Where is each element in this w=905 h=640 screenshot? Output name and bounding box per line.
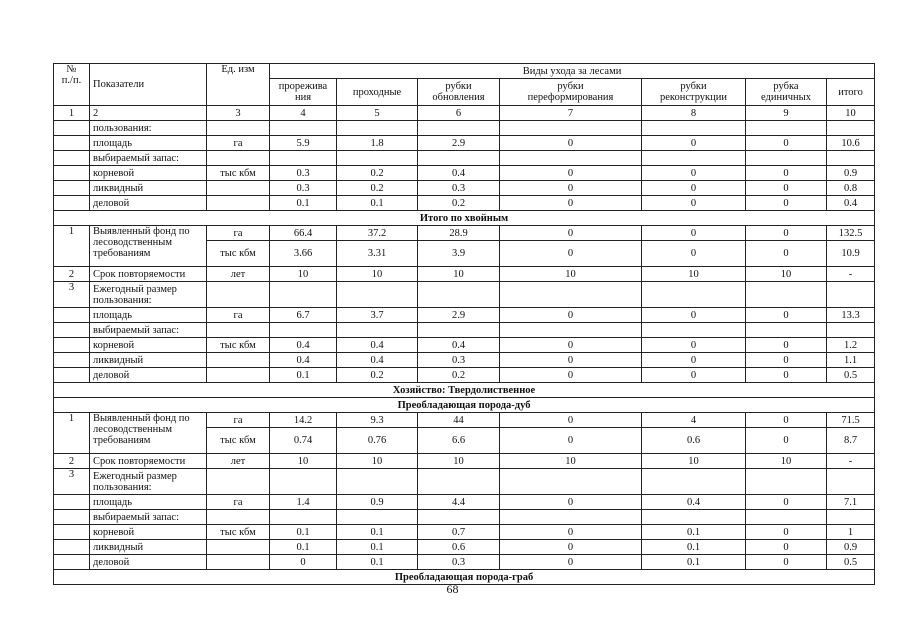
unit-cell: тыс кбм (207, 338, 270, 353)
value-cell: 66.4 (270, 226, 337, 241)
column-number-cell: 8 (642, 106, 746, 121)
col-header-unit: Ед. изм (207, 64, 270, 106)
table-row (54, 308, 875, 323)
row-number-cell (54, 353, 90, 368)
indicator-cell: Ежегодный размер пользования: (90, 469, 207, 495)
value-cell: 0.1 (270, 540, 337, 555)
value-cell: 10.6 (827, 136, 875, 151)
value-cell: 0.4 (418, 338, 500, 353)
value-cell: 0 (642, 241, 746, 267)
value-cell (827, 469, 875, 495)
column-number-cell: 7 (500, 106, 642, 121)
value-cell (270, 510, 337, 525)
value-cell: 0.7 (418, 525, 500, 540)
table-row (54, 454, 875, 469)
table-row (54, 540, 875, 555)
value-cell: 0 (500, 338, 642, 353)
value-cell: 0.2 (337, 166, 418, 181)
row-number-cell (54, 540, 90, 555)
table-row (54, 166, 875, 181)
value-cell: 1.8 (337, 136, 418, 151)
value-cell (270, 323, 337, 338)
value-cell: 0 (642, 181, 746, 196)
table-row (54, 196, 875, 211)
indicator-cell: корневой (90, 525, 207, 540)
table-row (54, 368, 875, 383)
table-row (54, 495, 875, 510)
table-row (54, 555, 875, 570)
indicator-cell: выбираемый запас: (90, 510, 207, 525)
value-cell: 0 (500, 495, 642, 510)
value-cell (746, 469, 827, 495)
value-cell: 0.2 (337, 181, 418, 196)
value-cell: 28.9 (418, 226, 500, 241)
value-cell: 0.4 (418, 166, 500, 181)
value-cell: 6.6 (418, 428, 500, 454)
row-number-cell: 1 (54, 226, 90, 267)
unit-cell: тыс кбм (207, 241, 270, 267)
value-cell: 8.7 (827, 428, 875, 454)
value-cell (746, 510, 827, 525)
value-cell: 0.2 (418, 196, 500, 211)
value-cell: 3.31 (337, 241, 418, 267)
column-number-cell: 3 (207, 106, 270, 121)
value-cell: 0 (500, 241, 642, 267)
indicator-cell: Выявленный фонд по лесоводственным требованиям (90, 226, 207, 267)
table-row (54, 106, 875, 121)
table-row (54, 151, 875, 166)
value-cell (827, 121, 875, 136)
value-cell: 10 (337, 267, 418, 282)
col-header-number: № п./п. (54, 64, 90, 106)
value-cell: 0 (642, 353, 746, 368)
value-cell: 0.6 (418, 540, 500, 555)
table-row (54, 469, 875, 495)
table-row (54, 181, 875, 196)
value-cell (642, 323, 746, 338)
row-number-cell: 3 (54, 469, 90, 495)
value-cell: 0.1 (270, 196, 337, 211)
indicator-cell: выбираемый запас: (90, 323, 207, 338)
value-cell: 1.2 (827, 338, 875, 353)
value-cell: 0 (500, 166, 642, 181)
value-cell: 0 (500, 555, 642, 570)
value-cell (418, 510, 500, 525)
value-cell: - (827, 267, 875, 282)
col-header-reconstruction: рубки реконструкции (642, 79, 746, 106)
section-title: Преобладающая порода-дуб (54, 398, 875, 413)
table-row (54, 226, 875, 241)
value-cell: 0 (270, 555, 337, 570)
value-cell (418, 121, 500, 136)
value-cell: 0 (746, 196, 827, 211)
value-cell: 0 (500, 308, 642, 323)
value-cell: 0 (642, 166, 746, 181)
value-cell (500, 282, 642, 308)
row-number-cell: 1 (54, 413, 90, 454)
value-cell: 0 (500, 181, 642, 196)
value-cell (418, 282, 500, 308)
table-row (54, 267, 875, 282)
row-number-cell (54, 555, 90, 570)
page-number: 68 (446, 582, 459, 596)
table-row (54, 282, 875, 308)
column-number-cell: 4 (270, 106, 337, 121)
column-number-cell: 2 (90, 106, 207, 121)
table-row (54, 525, 875, 540)
indicator-cell: площадь (90, 308, 207, 323)
unit-cell: га (207, 226, 270, 241)
value-cell (827, 151, 875, 166)
col-header-renewal: рубки обновления (418, 79, 500, 106)
value-cell: 0.1 (337, 196, 418, 211)
indicator-cell: деловой (90, 196, 207, 211)
col-header-single: рубка единичных (746, 79, 827, 106)
value-cell: 0.3 (418, 353, 500, 368)
indicator-cell: площадь (90, 495, 207, 510)
value-cell (827, 323, 875, 338)
value-cell: 0 (746, 338, 827, 353)
value-cell: 0.9 (827, 540, 875, 555)
value-cell (642, 510, 746, 525)
table-row (54, 323, 875, 338)
row-number-cell (54, 181, 90, 196)
indicator-cell: деловой (90, 368, 207, 383)
unit-cell: га (207, 136, 270, 151)
indicator-cell: Срок повторяемости (90, 454, 207, 469)
unit-cell (207, 469, 270, 495)
value-cell: 1.1 (827, 353, 875, 368)
value-cell: 0 (746, 555, 827, 570)
value-cell: 2.9 (418, 136, 500, 151)
value-cell: 0.2 (337, 368, 418, 383)
table-row (54, 413, 875, 428)
row-number-cell (54, 338, 90, 353)
indicator-cell: ликвидный (90, 540, 207, 555)
value-cell: 0.1 (337, 525, 418, 540)
value-cell (337, 151, 418, 166)
unit-cell (207, 510, 270, 525)
value-cell (827, 282, 875, 308)
value-cell: 0.4 (270, 338, 337, 353)
row-number-cell (54, 136, 90, 151)
value-cell: 0.3 (270, 181, 337, 196)
value-cell: 0.4 (270, 353, 337, 368)
table-row (54, 211, 875, 226)
value-cell: 0 (642, 226, 746, 241)
value-cell: 0.9 (827, 166, 875, 181)
value-cell: 14.2 (270, 413, 337, 428)
value-cell: 0.1 (270, 525, 337, 540)
value-cell: 0 (746, 428, 827, 454)
value-cell (337, 469, 418, 495)
value-cell: 0.5 (827, 555, 875, 570)
value-cell: 10.9 (827, 241, 875, 267)
value-cell: 0 (500, 368, 642, 383)
row-number-cell (54, 196, 90, 211)
value-cell: 0.3 (418, 555, 500, 570)
indicator-cell: площадь (90, 136, 207, 151)
value-cell: 4.4 (418, 495, 500, 510)
value-cell (642, 282, 746, 308)
indicator-cell: корневой (90, 338, 207, 353)
unit-cell: лет (207, 454, 270, 469)
indicator-cell: Выявленный фонд по лесоводственным требованиям (90, 413, 207, 454)
row-number-cell (54, 151, 90, 166)
value-cell (337, 282, 418, 308)
value-cell (337, 510, 418, 525)
value-cell: 0.4 (337, 353, 418, 368)
unit-cell (207, 353, 270, 368)
row-number-cell (54, 323, 90, 338)
value-cell: 6.7 (270, 308, 337, 323)
unit-cell (207, 282, 270, 308)
indicator-cell: ликвидный (90, 353, 207, 368)
column-number-cell: 9 (746, 106, 827, 121)
col-header-thinning: прорежива ния (270, 79, 337, 106)
value-cell: 0 (746, 368, 827, 383)
value-cell: 0.1 (642, 525, 746, 540)
value-cell: 0 (500, 428, 642, 454)
value-cell: 0.74 (270, 428, 337, 454)
column-number-cell: 6 (418, 106, 500, 121)
value-cell: 0.6 (642, 428, 746, 454)
section-title: Хозяйство: Твердолиственное (54, 383, 875, 398)
value-cell: 132.5 (827, 226, 875, 241)
table-row (54, 383, 875, 398)
indicator-cell: корневой (90, 166, 207, 181)
value-cell: 0 (746, 241, 827, 267)
unit-cell: тыс кбм (207, 428, 270, 454)
value-cell: - (827, 454, 875, 469)
value-cell: 10 (500, 454, 642, 469)
value-cell: 0 (500, 353, 642, 368)
value-cell: 10 (418, 454, 500, 469)
value-cell (746, 282, 827, 308)
table-row (54, 398, 875, 413)
value-cell: 0 (746, 495, 827, 510)
indicator-cell: выбираемый запас: (90, 151, 207, 166)
value-cell: 7.1 (827, 495, 875, 510)
value-cell: 1 (827, 525, 875, 540)
value-cell: 0.1 (642, 540, 746, 555)
unit-cell: тыс кбм (207, 166, 270, 181)
value-cell: 10 (500, 267, 642, 282)
value-cell (270, 151, 337, 166)
unit-cell (207, 323, 270, 338)
section-title: Итого по хвойным (54, 211, 875, 226)
unit-cell (207, 555, 270, 570)
value-cell: 10 (270, 267, 337, 282)
value-cell (418, 151, 500, 166)
indicator-cell: Срок повторяемости (90, 267, 207, 282)
value-cell: 10 (337, 454, 418, 469)
unit-cell: га (207, 413, 270, 428)
value-cell (337, 121, 418, 136)
value-cell (337, 323, 418, 338)
value-cell: 0 (642, 196, 746, 211)
unit-cell: тыс кбм (207, 525, 270, 540)
value-cell: 10 (418, 267, 500, 282)
value-cell: 71.5 (827, 413, 875, 428)
row-number-cell: 2 (54, 267, 90, 282)
value-cell: 37.2 (337, 226, 418, 241)
unit-cell: га (207, 495, 270, 510)
value-cell: 0.3 (270, 166, 337, 181)
table-row (54, 338, 875, 353)
col-header-care-types: Виды ухода за лесами (270, 64, 875, 79)
value-cell: 10 (642, 267, 746, 282)
column-number-cell: 1 (54, 106, 90, 121)
value-cell: 0 (642, 308, 746, 323)
value-cell: 0 (500, 540, 642, 555)
value-cell: 0 (746, 540, 827, 555)
value-cell: 0.1 (337, 555, 418, 570)
value-cell (500, 469, 642, 495)
unit-cell: лет (207, 267, 270, 282)
value-cell (500, 510, 642, 525)
value-cell (418, 469, 500, 495)
value-cell: 0 (500, 136, 642, 151)
value-cell (746, 323, 827, 338)
value-cell: 0.5 (827, 368, 875, 383)
col-header-reformation: рубки переформирования (500, 79, 642, 106)
unit-cell (207, 540, 270, 555)
value-cell: 3.66 (270, 241, 337, 267)
indicator-cell: ликвидный (90, 181, 207, 196)
unit-cell (207, 181, 270, 196)
value-cell: 0 (746, 226, 827, 241)
value-cell: 0 (642, 368, 746, 383)
indicator-cell: Ежегодный размер пользования: (90, 282, 207, 308)
value-cell: 0.4 (827, 196, 875, 211)
value-cell: 0 (746, 181, 827, 196)
value-cell: 1.4 (270, 495, 337, 510)
row-number-cell (54, 510, 90, 525)
value-cell (642, 151, 746, 166)
value-cell (500, 121, 642, 136)
value-cell: 0.8 (827, 181, 875, 196)
value-cell: 4 (642, 413, 746, 428)
value-cell: 0 (746, 525, 827, 540)
row-number-cell (54, 121, 90, 136)
value-cell: 0 (642, 338, 746, 353)
unit-cell (207, 368, 270, 383)
value-cell (270, 282, 337, 308)
value-cell: 9.3 (337, 413, 418, 428)
value-cell: 10 (746, 454, 827, 469)
value-cell: 0.9 (337, 495, 418, 510)
column-number-cell: 10 (827, 106, 875, 121)
table-row (54, 510, 875, 525)
unit-cell (207, 196, 270, 211)
value-cell: 0 (746, 413, 827, 428)
unit-cell (207, 151, 270, 166)
value-cell: 3.7 (337, 308, 418, 323)
value-cell: 0.4 (642, 495, 746, 510)
value-cell (418, 323, 500, 338)
value-cell (500, 323, 642, 338)
value-cell: 0 (746, 136, 827, 151)
value-cell: 44 (418, 413, 500, 428)
unit-cell: га (207, 308, 270, 323)
value-cell (270, 469, 337, 495)
indicator-cell: деловой (90, 555, 207, 570)
value-cell: 0 (642, 136, 746, 151)
value-cell: 0 (746, 308, 827, 323)
value-cell: 0.1 (337, 540, 418, 555)
value-cell: 10 (746, 267, 827, 282)
value-cell: 0 (500, 196, 642, 211)
value-cell (827, 510, 875, 525)
value-cell: 13.3 (827, 308, 875, 323)
value-cell: 0.4 (337, 338, 418, 353)
col-header-total: итого (827, 79, 875, 106)
value-cell: 0.2 (418, 368, 500, 383)
row-number-cell: 2 (54, 454, 90, 469)
row-number-cell (54, 368, 90, 383)
row-number-cell (54, 166, 90, 181)
value-cell (746, 121, 827, 136)
value-cell (500, 151, 642, 166)
table-row (54, 136, 875, 151)
value-cell: 0 (500, 226, 642, 241)
value-cell (642, 469, 746, 495)
value-cell: 0.3 (418, 181, 500, 196)
forest-care-table (53, 63, 875, 585)
row-number-cell: 3 (54, 282, 90, 308)
table-row (54, 121, 875, 136)
value-cell: 10 (270, 454, 337, 469)
row-number-cell (54, 308, 90, 323)
value-cell: 5.9 (270, 136, 337, 151)
col-header-passage: проходные (337, 79, 418, 106)
value-cell: 0.1 (270, 368, 337, 383)
column-number-cell: 5 (337, 106, 418, 121)
row-number-cell (54, 525, 90, 540)
col-header-indicators: Показатели (90, 64, 207, 106)
value-cell: 0 (746, 353, 827, 368)
section-title: Преобладающая порода-граб (54, 570, 875, 585)
value-cell: 0 (746, 166, 827, 181)
unit-cell (207, 121, 270, 136)
value-cell: 0.76 (337, 428, 418, 454)
value-cell (642, 121, 746, 136)
indicator-cell: пользования: (90, 121, 207, 136)
value-cell: 3.9 (418, 241, 500, 267)
value-cell: 0.1 (642, 555, 746, 570)
value-cell (270, 121, 337, 136)
value-cell (746, 151, 827, 166)
row-number-cell (54, 495, 90, 510)
table-row (54, 353, 875, 368)
value-cell: 0 (500, 413, 642, 428)
value-cell: 0 (500, 525, 642, 540)
value-cell: 2.9 (418, 308, 500, 323)
value-cell: 10 (642, 454, 746, 469)
